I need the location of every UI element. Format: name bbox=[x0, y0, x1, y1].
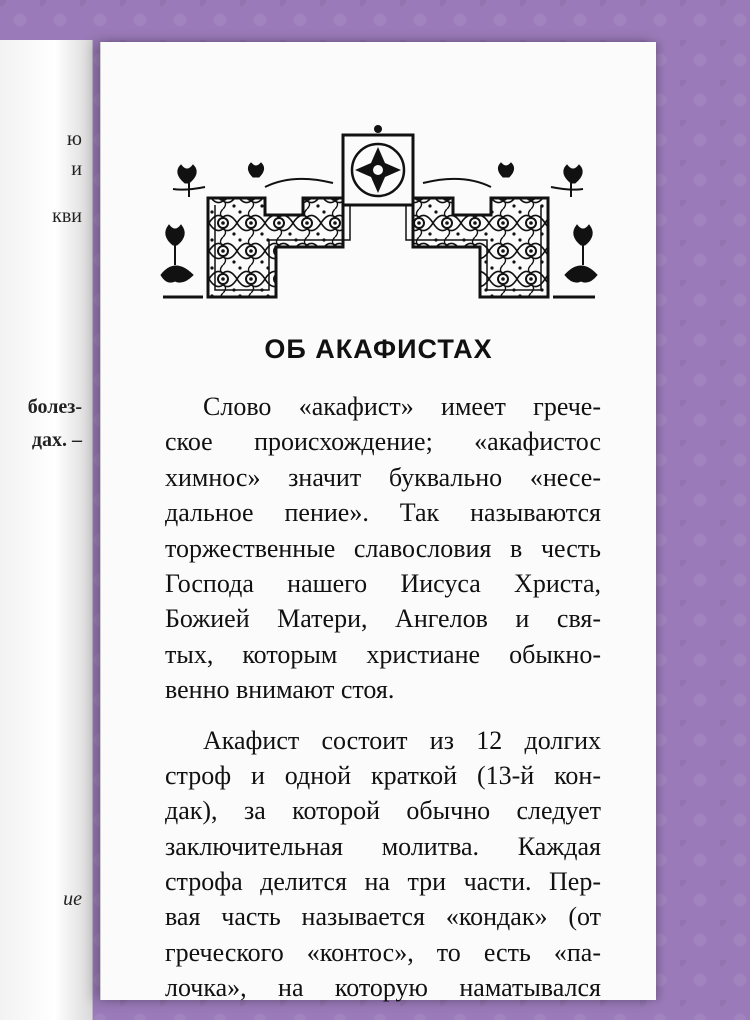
section-title: ОБ АКАФИСТАХ bbox=[264, 334, 493, 364]
text-line: ское происхождение; «акафистос bbox=[165, 427, 601, 457]
text-line: химнос» значит буквально «несе- bbox=[165, 462, 601, 492]
text-line: лочка», на которую наматывался bbox=[165, 973, 601, 1003]
text-line: торжественные славословия в честь bbox=[165, 533, 601, 563]
text-line: греческого «контос», то есть «па- bbox=[165, 937, 601, 967]
left-page-fragment: ие bbox=[63, 888, 82, 910]
text-line: тых, которым христиане обыкно- bbox=[165, 639, 601, 669]
text-line: Господа нашего Иисуса Христа, bbox=[165, 568, 601, 598]
text-line: заключительная молитва. Каждая bbox=[165, 831, 601, 861]
text-line: дак), за которой обычно следует bbox=[165, 796, 601, 826]
left-page-fragment: болез- bbox=[27, 396, 82, 418]
text-line: венно внимают стоя. bbox=[165, 675, 395, 705]
text-line: Слово «акафист» имеет грече- bbox=[203, 392, 601, 421]
body-text bbox=[165, 389, 601, 1006]
text-line: дальное пение». Так называются bbox=[165, 498, 601, 528]
facing-left-page bbox=[0, 40, 93, 1020]
text-line: вая часть называется «кондак» (от bbox=[165, 902, 601, 932]
text-line: Акафист состоит из 12 долгих bbox=[203, 725, 601, 755]
left-page-fragment: и bbox=[71, 158, 82, 180]
left-page-fragment: кви bbox=[52, 205, 82, 227]
text-line: строфа делится на три части. Пер- bbox=[165, 867, 601, 897]
left-page-fragment: дах. – bbox=[31, 429, 82, 451]
text-line: Божией Матери, Ангелов и свя- bbox=[165, 604, 601, 634]
text-line: строф и одной краткой (13-й кон- bbox=[165, 760, 601, 790]
left-page-fragment: ю bbox=[67, 128, 82, 150]
floral-headpiece-ornament-icon bbox=[153, 125, 603, 310]
book-page bbox=[100, 42, 656, 1003]
